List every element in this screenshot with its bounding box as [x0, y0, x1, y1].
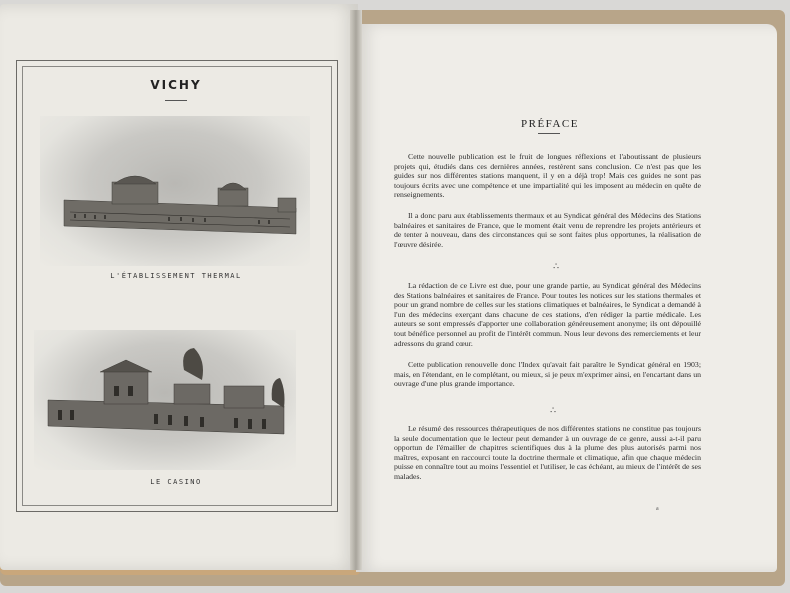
- preface-paragraph: La rédaction de ce Livre est due, pour une grande partie, au Syndicat général des Médecins des Stations balnéaires et sanitaires de France. Pour toutes les notices sur les stations thermales et pour un grand nombre de celles sur les stations climatiques et balnéaires, le Syndicat a demandé à l'un des médecins exerçant dans chacune de ces stations, d'en rédiger la partie médicale. Les auteurs se sont empressés d'apporter une collaboration généreusement anonyme; ils ont dépouillé tout bénéfice personnel au profit de l'intérêt commun. Nous leur devons des remerciements et leur adressons du grand cœur.: [394, 281, 701, 348]
- preface-rule: [538, 133, 560, 134]
- thermal-establishment-photo: [40, 116, 310, 266]
- section-separator: ∴: [553, 262, 559, 272]
- casino-illustration: [34, 330, 296, 470]
- preface-paragraph: Le résumé des ressources thérapeutiques de nos différentes stations ne constitue pas toujours la seule documentation que le lecteur peut demander à un ouvrage de ce genre, aussi a-t-il paru opportun de l'émailler de chapitres scientifiques dus à la plume des plus autorisés parmi nos maîtres, exposant en raccourci toute la doctrine thermale et climatique, afin que chaque médecin puisse en connaître tout au moins l'essentiel et l'utiliser, le cas échéant, au mieux de l'intérêt de ses malades.: [394, 424, 701, 481]
- page-signature-mark: a: [656, 506, 659, 512]
- caption-casino: LE CASINO: [150, 478, 202, 486]
- preface-title: PRÉFACE: [521, 118, 579, 130]
- title-rule: [165, 100, 187, 101]
- book-gutter: [350, 10, 362, 570]
- section-separator: ∴: [550, 406, 556, 416]
- plate-title: VICHY: [150, 78, 202, 92]
- preface-paragraph: Cette nouvelle publication est le fruit de longues réflexions et l'aboutissant de plusieurs projets qui, étudiés dans ces dernières années, restèrent sans conclusion. Ce n'est pas que les guides sur nos différentes stations manquent, il y en a déjà trop! Mais ces guides ne sont pas toujours écrits avec une compétence et une impartialité qui les imposent au médecin en quête de renseignements.: [394, 152, 701, 200]
- caption-thermal-establishment: L'ÉTABLISSEMENT THERMAL: [110, 272, 242, 280]
- preface-paragraph: Il a donc paru aux établissements thermaux et au Syndicat général des Médecins des Stations balnéaires et sanitaires de France, que le moment était venu de reprendre les projets antérieurs et de tenter à nouveau, dans des circonstances qui se sont faites plus opportunes, la réalisation de l'œuvre désirée.: [394, 211, 701, 249]
- thermal-establishment-illustration: [40, 116, 310, 266]
- casino-photo: [34, 330, 296, 470]
- preface-paragraph: Cette publication renouvelle donc l'Index qu'avait fait paraître le Syndicat général en 1903; mais, en l'étendant, en le complétant, ou mieux, si je peux m'exprimer ainsi, en l'encartant dans un ouvrage d'une plus grande importance.: [394, 360, 701, 389]
